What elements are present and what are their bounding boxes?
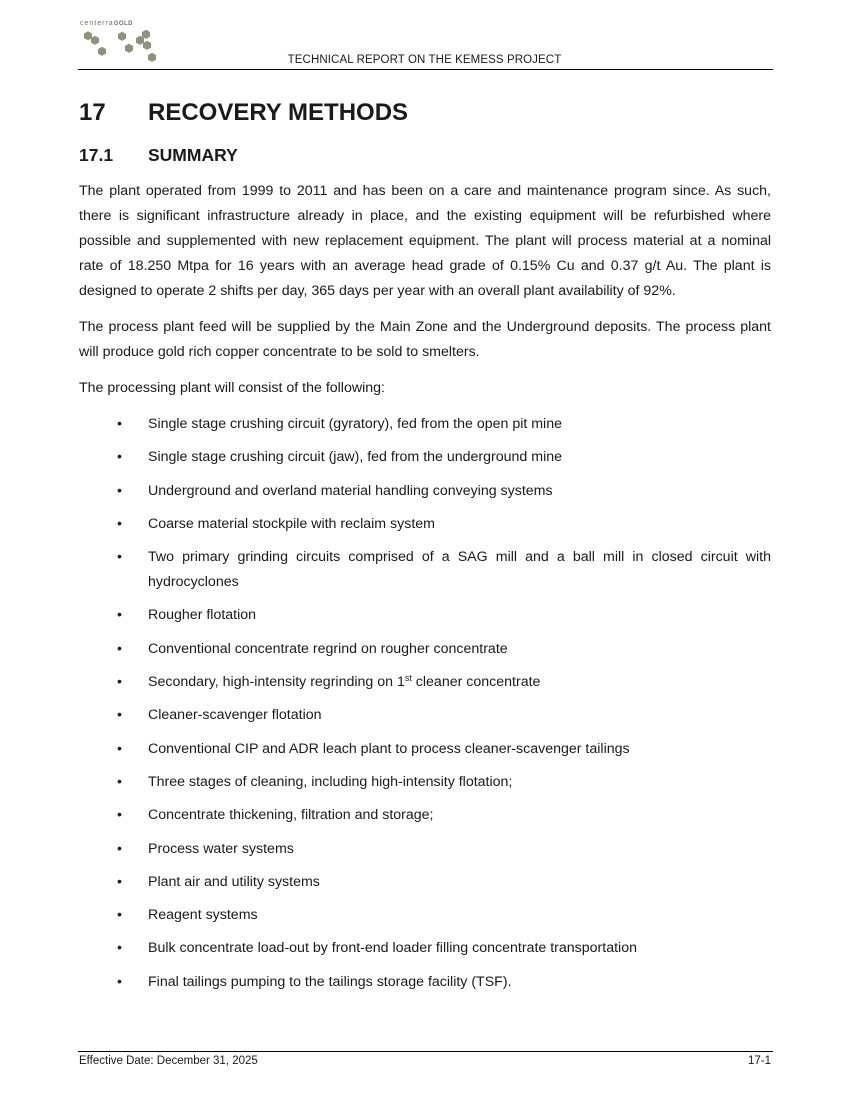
header-divider — [78, 69, 773, 70]
section-number: 17 — [79, 99, 106, 126]
paragraph-plant-feed: The process plant feed will be supplied by the Main Zone and the Underground deposits. The process plant will produce gold rich copper concentrate to be sold to smelters. — [79, 319, 771, 360]
list-item: • Process water systems — [79, 837, 771, 862]
section-heading — [79, 96, 771, 130]
list-item: • Two primary grinding circuits comprised of a SAG mill and a ball mill in closed circuit with hydrocyclones — [79, 545, 771, 595]
processing-plant-list — [79, 412, 771, 995]
list-item: • Reagent systems — [79, 903, 771, 928]
subsection-title: SUMMARY — [148, 145, 238, 165]
list-item: • Cleaner-scavenger flotation — [79, 703, 771, 728]
list-item: • Plant air and utility systems — [79, 870, 771, 895]
list-item: • Conventional CIP and ADR leach plant to process cleaner-scavenger tailings — [79, 737, 771, 762]
report-header-title: TECHNICAL REPORT ON THE KEMESS PROJECT — [287, 54, 562, 66]
section-title: RECOVERY METHODS — [148, 99, 409, 126]
subsection-number: 17.1 — [79, 145, 114, 165]
subsection-heading — [79, 143, 771, 167]
footer-page-number: 17-1 — [747, 1055, 771, 1067]
list-item: • Single stage crushing circuit (gyratory), fed from the open pit mine — [79, 412, 771, 437]
list-item: • Final tailings pumping to the tailings storage facility (TSF). — [79, 970, 771, 995]
page-content — [79, 96, 771, 1003]
list-item: • Bulk concentrate load-out by front-end loader filling concentrate transportation — [79, 936, 771, 961]
list-item: • Coarse material stockpile with reclaim system — [79, 512, 771, 537]
logo-wordmark: centerraGOLD — [80, 20, 134, 27]
list-item: • Conventional concentrate regrind on rougher concentrate — [79, 637, 771, 662]
list-item: • Single stage crushing circuit (jaw), fed from the underground mine — [79, 445, 771, 470]
paragraph-list-intro: The processing plant will consist of the following: — [79, 380, 385, 396]
list-item: • Underground and overland material handling conveying systems — [79, 479, 771, 504]
list-item: • Secondary, high-intensity regrinding on 1st cleaner concentrate — [79, 670, 771, 695]
footer-divider — [78, 1051, 773, 1052]
list-item: • Rougher flotation — [79, 603, 771, 628]
paragraph-plant-overview: The plant operated from 1999 to 2011 and has been on a care and maintenance program since. As such, there is significant infrastructure already in place, and the existing equipment will be refurbished where possible and supplemented with new replacement equipment. The plant will process material at a nominal rate of 18.250 Mtpa for 16 years with an average head grade of 0.15% Cu and 0.37 g/t Au. The plant is designed to operate 2 shifts per day, 365 days per year with an overall plant availability of 92%. — [79, 183, 771, 299]
list-item: • Three stages of cleaning, including high-intensity flotation; — [79, 770, 771, 795]
list-item: • Concentrate thickening, filtration and storage; — [79, 803, 771, 828]
footer-effective-date: Effective Date: December 31, 2025 — [79, 1055, 258, 1067]
